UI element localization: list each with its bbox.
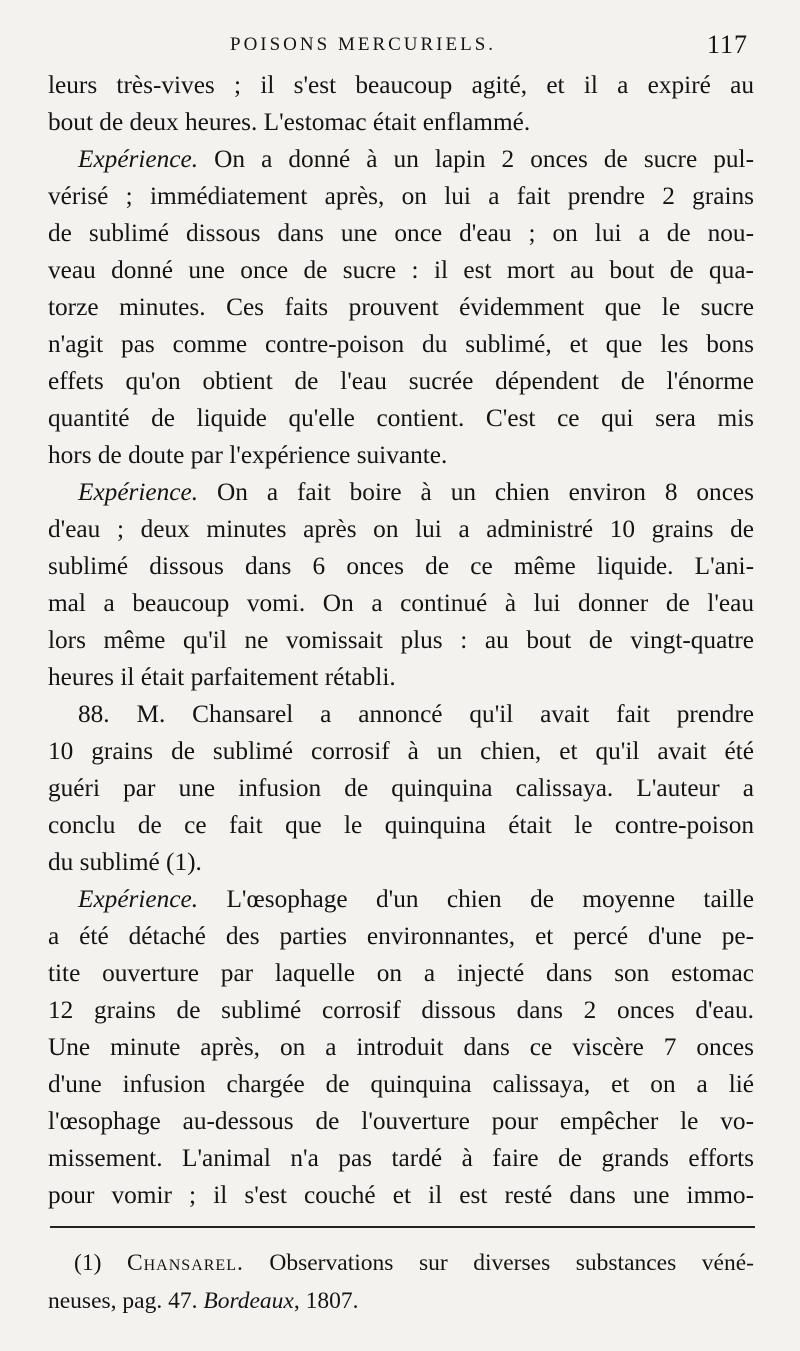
footnote-text: , 1807. xyxy=(293,1288,359,1314)
experiment-label: Expérience. xyxy=(78,478,199,506)
text-line xyxy=(48,474,754,511)
footnote-text: neuses, pag. 47. xyxy=(48,1288,204,1314)
running-title: POISONS MERCURIELS. xyxy=(230,34,497,55)
text-line xyxy=(48,696,754,733)
text-line xyxy=(48,511,754,548)
text-line xyxy=(48,992,754,1029)
line-text: torze minutes. Ces faits prouvent évidemment que le sucre xyxy=(48,293,754,321)
line-text: lors même qu'il ne vomissait plus : au bout de vingt-quatre xyxy=(48,626,754,654)
text-line xyxy=(48,437,754,474)
line-text: On a donné à un lapin 2 onces de sucre pul- xyxy=(198,145,754,173)
text-line xyxy=(48,1103,754,1140)
line-text: 10 grains de sublimé corrosif à un chien, et qu'il avait été xyxy=(48,737,754,765)
text-line xyxy=(48,1177,754,1214)
footnote-marker: (1) xyxy=(74,1250,102,1276)
experiment-label: Expérience. xyxy=(78,145,199,173)
line-text: Une minute après, on a introduit dans ce viscère 7 onces xyxy=(48,1033,754,1061)
line-text: conclu de ce fait que le quinquina était le contre-poison xyxy=(48,811,754,839)
text-line xyxy=(48,1066,754,1103)
footnote-line xyxy=(48,1282,754,1320)
footnote-rule xyxy=(50,1226,755,1228)
text-line xyxy=(48,918,754,955)
text-line xyxy=(48,67,754,104)
line-text: pour vomir ; il s'est couché et il est resté dans une immo- xyxy=(48,1181,754,1209)
line-text: missement. L'animal n'a pas tardé à faire de grands efforts xyxy=(48,1144,754,1172)
line-text: On a fait boire à un chien environ 8 onces xyxy=(198,478,754,506)
line-text: de sublimé dissous dans une once d'eau ; on lui a de nou- xyxy=(48,219,754,247)
text-line xyxy=(48,252,754,289)
text-line xyxy=(48,807,754,844)
line-text: L'œsophage d'un chien de moyenne taille xyxy=(198,885,754,913)
text-line xyxy=(48,1140,754,1177)
experiment-label: Expérience. xyxy=(78,885,199,913)
footnote-text: Observations sur diverses substances véné- xyxy=(243,1250,754,1276)
line-text: veau donné une once de sucre : il est mort au bout de qua- xyxy=(48,256,754,284)
text-line xyxy=(48,548,754,585)
text-line xyxy=(48,955,754,992)
line-text: a été détaché des parties environnantes, et percé d'une pe- xyxy=(48,922,754,950)
text-line xyxy=(48,1029,754,1066)
line-text: du sublimé (1). xyxy=(48,848,202,876)
running-header xyxy=(48,30,748,64)
line-text: 12 grains de sublimé corrosif dissous dans 2 onces d'eau. xyxy=(48,996,754,1024)
line-text: mal a beaucoup vomi. On a continué à lui donner de l'eau xyxy=(48,589,754,617)
text-line xyxy=(48,400,754,437)
text-line xyxy=(48,289,754,326)
line-text: d'une infusion chargée de quinquina calissaya, et on a lié xyxy=(48,1070,754,1098)
footnote-author: Chansarel. xyxy=(126,1250,244,1276)
footnote-line xyxy=(48,1244,754,1282)
text-line xyxy=(48,585,754,622)
text-line xyxy=(48,770,754,807)
text-line xyxy=(48,141,754,178)
text-line xyxy=(48,733,754,770)
text-line xyxy=(48,881,754,918)
footnote-place: Bordeaux xyxy=(203,1288,294,1314)
line-text: d'eau ; deux minutes après on lui a administré 10 grains de xyxy=(48,515,754,543)
line-text: sublimé dissous dans 6 onces de ce même liquide. L'ani- xyxy=(48,552,754,580)
line-text: quantité de liquide qu'elle contient. C'est ce qui sera mis xyxy=(48,404,754,432)
text-line xyxy=(48,104,754,141)
body-text xyxy=(48,67,754,1214)
text-line xyxy=(48,622,754,659)
text-line xyxy=(48,844,754,881)
page-number: 117 xyxy=(706,30,748,59)
text-line xyxy=(48,326,754,363)
text-line xyxy=(48,215,754,252)
text-line xyxy=(48,659,754,696)
line-text: heures il était parfaitement rétabli. xyxy=(48,663,396,691)
line-text: tite ouverture par laquelle on a injecté dans son estomac xyxy=(48,959,754,987)
line-text: vérisé ; immédiatement après, on lui a fait prendre 2 grains xyxy=(48,182,754,210)
line-text: leurs très-vives ; il s'est beaucoup agité, et il a expiré au xyxy=(48,71,754,99)
line-text: guéri par une infusion de quinquina calissaya. L'auteur a xyxy=(48,774,754,802)
line-text: effets qu'on obtient de l'eau sucrée dépendent de l'énorme xyxy=(48,367,754,395)
line-text: l'œsophage au-dessous de l'ouverture pour empêcher le vo- xyxy=(48,1107,754,1135)
line-text: 88. M. Chansarel a annoncé qu'il avait fait prendre xyxy=(78,700,754,728)
text-line xyxy=(48,178,754,215)
line-text: hors de doute par l'expérience suivante. xyxy=(48,441,448,469)
line-text: n'agit pas comme contre-poison du sublimé, et que les bons xyxy=(48,330,754,358)
line-text: bout de deux heures. L'estomac était enflammé. xyxy=(48,108,531,136)
text-line xyxy=(48,363,754,400)
footnote xyxy=(48,1244,754,1320)
